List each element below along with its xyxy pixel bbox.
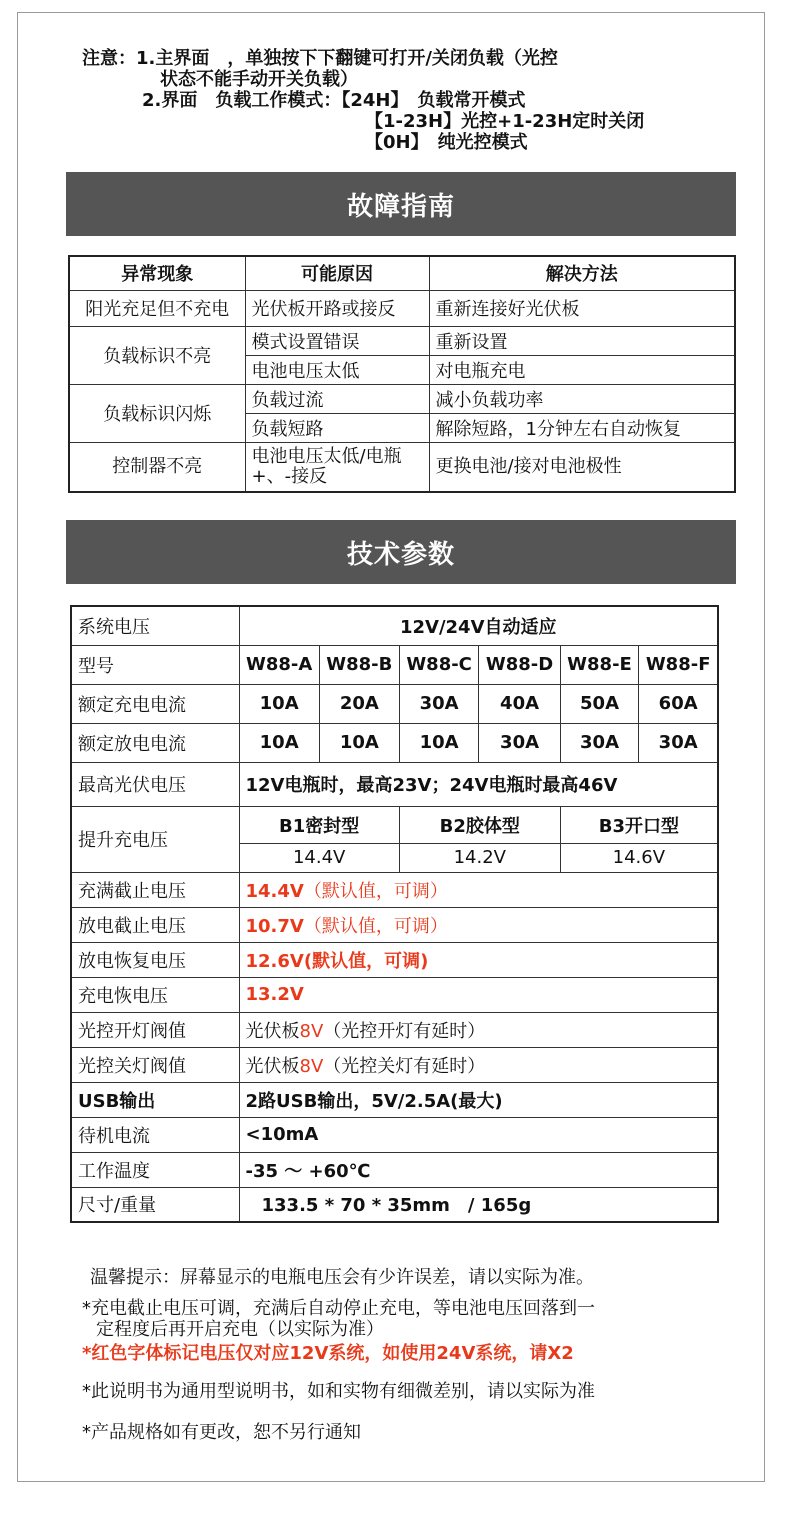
param-label: USB输出 xyxy=(71,1082,239,1117)
red-voltage: 12.6V(默认值，可调) xyxy=(245,950,429,972)
model-cell: W88-D xyxy=(479,645,560,684)
current-cell: 50A xyxy=(560,684,639,723)
note-line: 状态不能手动开关负载） xyxy=(160,69,358,90)
fault-guide-banner: 故障指南 xyxy=(66,172,736,236)
solution-cell: 重新连接好光伏板 xyxy=(429,290,735,326)
red-voltage: 14.4V xyxy=(245,880,304,902)
param-value: 133.5 * 70 * 35mm / 165g xyxy=(239,1187,718,1222)
pv-prefix: 光伏板 xyxy=(245,1055,300,1077)
param-value xyxy=(239,942,718,977)
red-voltage: 8V xyxy=(299,1055,324,1077)
solution-cell: 更换电池/接对电池极性 xyxy=(429,442,735,492)
current-cell: 30A xyxy=(399,684,479,723)
param-label: 额定充电电流 xyxy=(71,684,239,723)
param-value: 12V电瓶时，最高23V；24V电瓶时最高46V xyxy=(239,762,718,806)
footnote-line: 定程度后再开启充电（以实际为准） xyxy=(96,1319,384,1340)
footnote xyxy=(82,1298,595,1340)
cause-line: 电池电压太低/电瓶 xyxy=(251,445,402,467)
param-label: 光控关灯阀值 xyxy=(71,1047,239,1082)
red-voltage: 13.2V xyxy=(245,984,304,1005)
tech-params-banner: 技术参数 xyxy=(66,520,736,584)
param-label: 放电截止电压 xyxy=(71,907,239,942)
param-label: 充电恢电压 xyxy=(71,977,239,1012)
solution-cell: 对电瓶充电 xyxy=(429,355,735,384)
symptom-cell: 控制器不亮 xyxy=(69,442,245,492)
current-cell: 30A xyxy=(560,723,639,762)
cause-line: +、-接反 xyxy=(251,465,328,487)
header-solution: 解决方法 xyxy=(429,256,735,290)
adjustable-note: （默认值，可调） xyxy=(303,880,448,902)
footnote-line: *充电截止电压可调，充满后自动停止充电，等电池电压回落到一 xyxy=(82,1298,595,1319)
model-cell: W88-A xyxy=(239,645,319,684)
param-label: 型号 xyxy=(71,645,239,684)
boost-voltage-cell: 14.2V xyxy=(399,843,560,872)
param-value xyxy=(239,872,718,907)
warm-tip: 温馨提示：屏幕显示的电瓶电压会有少许误差，请以实际为准。 xyxy=(90,1267,594,1288)
adjustable-note: （默认值，可调） xyxy=(303,915,448,937)
param-label: 待机电流 xyxy=(71,1117,239,1152)
cause-cell: 模式设置错误 xyxy=(245,326,429,355)
tech-params-table xyxy=(70,605,719,1223)
model-cell: W88-F xyxy=(639,645,718,684)
param-label: 提升充电压 xyxy=(71,806,239,872)
note-line: 2.界面 负载工作模式：【24H】 负载常开模式 xyxy=(142,90,526,111)
footnote: *此说明书为通用型说明书，如和实物有细微差别，请以实际为准 xyxy=(82,1381,595,1402)
param-label: 工作温度 xyxy=(71,1152,239,1187)
battery-type-cell: B2胶体型 xyxy=(399,806,560,843)
pv-prefix: 光伏板 xyxy=(245,1020,300,1042)
param-value: 2路USB输出，5V/2.5A(最大) xyxy=(239,1082,718,1117)
note-line: 【1-23H】光控+1-23H定时关闭 xyxy=(365,111,645,132)
param-label: 系统电压 xyxy=(71,606,239,645)
current-cell: 10A xyxy=(239,684,319,723)
param-label: 充满截止电压 xyxy=(71,872,239,907)
param-value: 12V/24V自动适应 xyxy=(239,606,718,645)
red-voltage: 10.7V xyxy=(245,915,304,937)
current-cell: 30A xyxy=(639,723,718,762)
current-cell: 40A xyxy=(479,684,560,723)
delay-note: （光控开灯有延时） xyxy=(323,1020,486,1042)
current-cell: 10A xyxy=(399,723,479,762)
header-cause: 可能原因 xyxy=(245,256,429,290)
cause-cell: 负载短路 xyxy=(245,413,429,442)
note-line: 注意：1.主界面 ，单独按下下翻键可打开/关闭负载（光控 xyxy=(82,48,558,69)
cause-cell xyxy=(245,442,429,492)
param-value xyxy=(239,1012,718,1047)
boost-voltage-cell: 14.4V xyxy=(239,843,399,872)
boost-voltage-cell: 14.6V xyxy=(560,843,718,872)
param-value xyxy=(239,907,718,942)
usage-notes xyxy=(82,48,644,153)
model-cell: W88-E xyxy=(560,645,639,684)
solution-cell: 重新设置 xyxy=(429,326,735,355)
current-cell: 30A xyxy=(479,723,560,762)
param-label: 最高光伏电压 xyxy=(71,762,239,806)
param-value: <10mA xyxy=(239,1117,718,1152)
delay-note: （光控关灯有延时） xyxy=(323,1055,486,1077)
cause-cell: 光伏板开路或接反 xyxy=(245,290,429,326)
red-footnote: *红色字体标记电压仅对应12V系统，如使用24V系统，请X2 xyxy=(82,1343,574,1364)
fault-guide-table xyxy=(68,255,736,493)
model-cell: W88-B xyxy=(319,645,399,684)
current-cell: 10A xyxy=(239,723,319,762)
solution-cell: 减小负载功率 xyxy=(429,384,735,413)
current-cell: 20A xyxy=(319,684,399,723)
model-cell: W88-C xyxy=(399,645,479,684)
battery-type-cell: B3开口型 xyxy=(560,806,718,843)
current-cell: 60A xyxy=(639,684,718,723)
symptom-cell: 负载标识不亮 xyxy=(69,326,245,384)
cause-cell: 电池电压太低 xyxy=(245,355,429,384)
battery-type-cell: B1密封型 xyxy=(239,806,399,843)
solution-cell: 解除短路，1分钟左右自动恢复 xyxy=(429,413,735,442)
param-label: 放电恢复电压 xyxy=(71,942,239,977)
param-label: 尺寸/重量 xyxy=(71,1187,239,1222)
param-label: 额定放电电流 xyxy=(71,723,239,762)
param-label: 光控开灯阀值 xyxy=(71,1012,239,1047)
cause-cell: 负载过流 xyxy=(245,384,429,413)
header-symptom: 异常现象 xyxy=(69,256,245,290)
param-value xyxy=(239,1047,718,1082)
param-value: -35 ～ +60℃ xyxy=(239,1152,718,1187)
note-line: 【0H】 纯光控模式 xyxy=(365,132,528,153)
footnote: *产品规格如有更改，恕不另行通知 xyxy=(82,1422,361,1443)
symptom-cell: 负载标识闪烁 xyxy=(69,384,245,442)
symptom-cell: 阳光充足但不充电 xyxy=(69,290,245,326)
red-voltage: 8V xyxy=(299,1020,324,1042)
param-value xyxy=(239,977,718,1012)
current-cell: 10A xyxy=(319,723,399,762)
